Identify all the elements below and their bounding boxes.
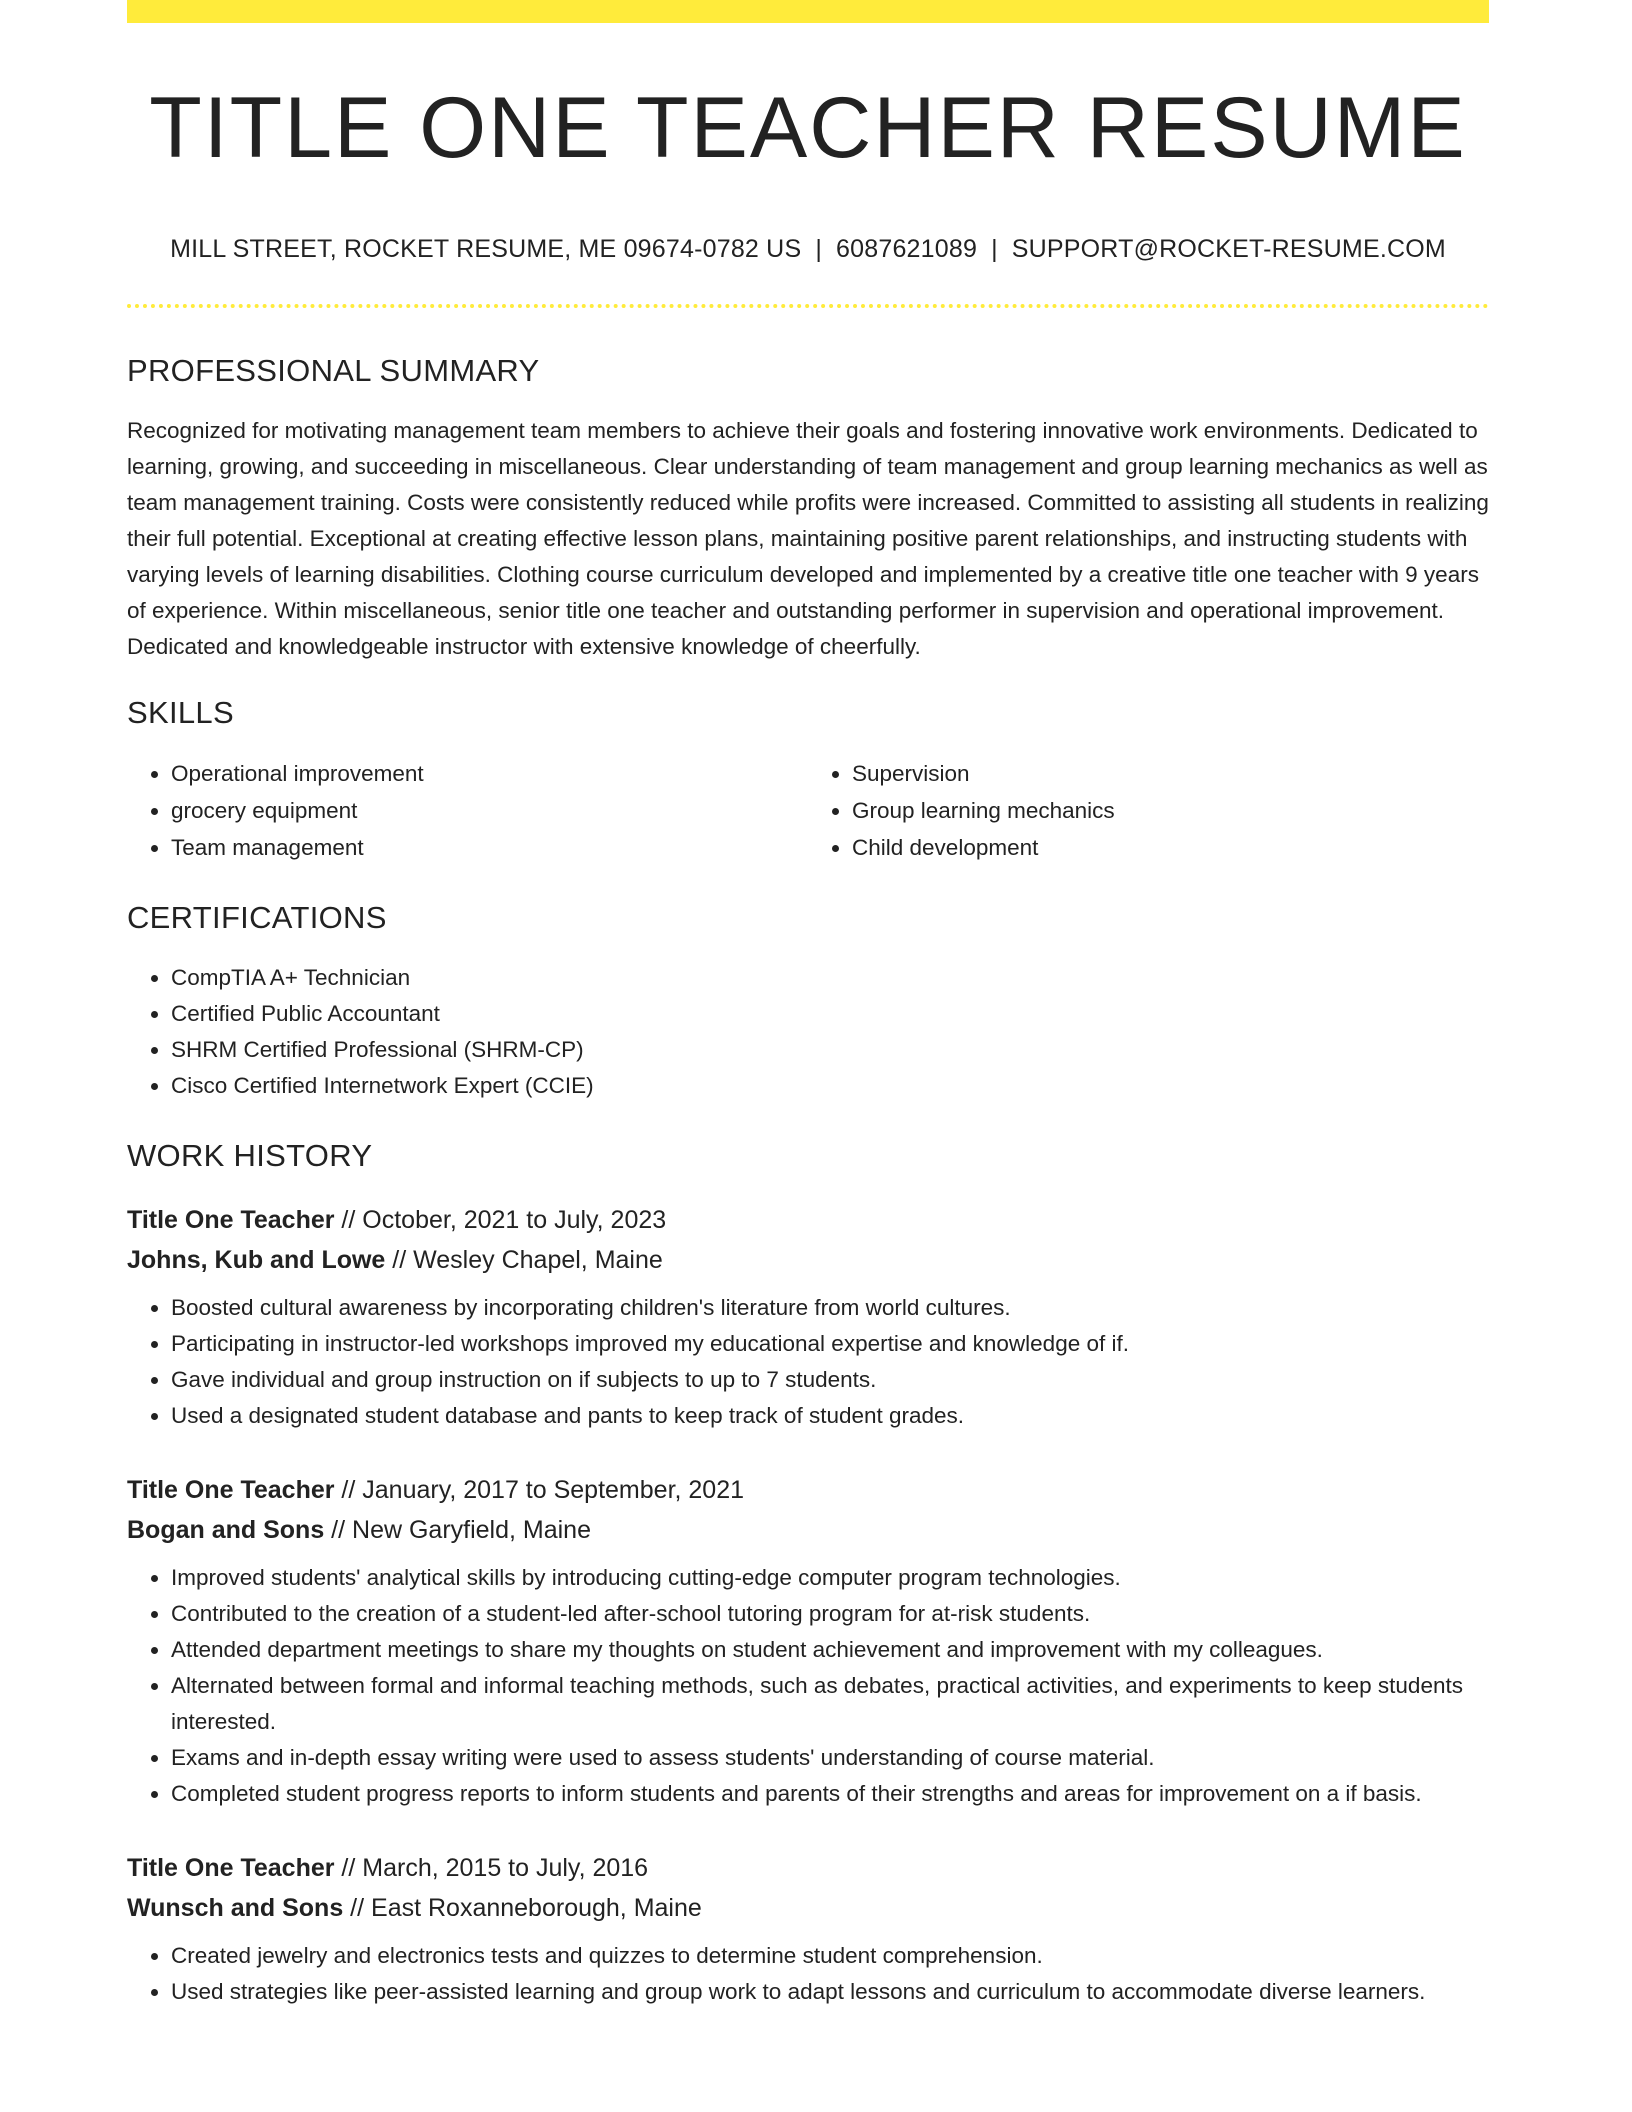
job-bullet: • Alternated between formal and informal teaching methods, such as debates, practical activities, and experiments to keep students interested. bbox=[171, 1668, 1489, 1740]
job-dates: // March, 2015 to July, 2016 bbox=[334, 1854, 649, 1883]
job-company-line bbox=[127, 1240, 1489, 1280]
job-dates: // October, 2021 to July, 2023 bbox=[334, 1206, 667, 1235]
job-bullet: • Boosted cultural awareness by incorporating children's literature from world cultures. bbox=[171, 1290, 1489, 1326]
job-bullet: • Used strategies like peer-assisted learning and group work to adapt lessons and curriculum to accommodate diverse learners. bbox=[171, 1974, 1489, 2010]
skill-item: • Supervision bbox=[852, 755, 1489, 792]
job-entry bbox=[127, 1848, 1489, 2010]
skills-column-right bbox=[808, 755, 1489, 866]
skills-heading: SKILLS bbox=[127, 695, 234, 731]
job-bullet: • Gave individual and group instruction on if subjects to up to 7 students. bbox=[171, 1362, 1489, 1398]
contact-separator: | bbox=[815, 235, 823, 264]
job-company-line bbox=[127, 1510, 1489, 1550]
certification-item: • Cisco Certified Internetwork Expert (CCIE) bbox=[171, 1068, 1489, 1104]
job-bullet: • Completed student progress reports to inform students and parents of their strengths and areas for improvement on a if basis. bbox=[171, 1776, 1489, 1812]
dotted-divider bbox=[127, 304, 1489, 308]
job-role-line bbox=[127, 1200, 1489, 1240]
resume-title: TITLE ONE TEACHER RESUME bbox=[149, 80, 1467, 176]
job-bullets bbox=[127, 1938, 1489, 2010]
certification-item: • CompTIA A+ Technician bbox=[171, 960, 1489, 996]
summary-heading: PROFESSIONAL SUMMARY bbox=[127, 353, 540, 389]
job-company: Johns, Kub and Lowe bbox=[127, 1246, 386, 1275]
job-bullet: • Exams and in-depth essay writing were used to assess students' understanding of course material. bbox=[171, 1740, 1489, 1776]
job-bullet: • Used a designated student database and pants to keep track of student grades. bbox=[171, 1398, 1489, 1434]
job-location: // East Roxanneborough, Maine bbox=[343, 1894, 702, 1923]
job-bullet: • Participating in instructor-led workshops improved my educational expertise and knowledge of if. bbox=[171, 1326, 1489, 1362]
skill-item: • Team management bbox=[171, 829, 808, 866]
job-bullet: • Attended department meetings to share my thoughts on student achievement and improvement with my colleagues. bbox=[171, 1632, 1489, 1668]
contact-email: SUPPORT@ROCKET-RESUME.COM bbox=[1011, 235, 1446, 264]
summary-text: Recognized for motivating management team members to achieve their goals and fostering innovative work environments. Dedicated to learning, growing, and succeeding in miscellaneous. Clear understanding of team management and group learning mechanics as well as team management training. Costs were consistently reduced while profits were increased. Committed to assisting all students in realizing their full potential. Exceptional at creating effective lesson plans, maintaining positive parent relationships, and instructing students with varying levels of learning disabilities. Clothing course curriculum developed and implemented by a creative title one teacher with 9 years of experience. Within miscellaneous, senior title one teacher and outstanding performer in supervision and operational improvement. Dedicated and knowledgeable instructor with extensive knowledge of cheerfully. bbox=[127, 418, 1489, 660]
job-bullets bbox=[127, 1290, 1489, 1434]
certification-item: • Certified Public Accountant bbox=[171, 996, 1489, 1032]
job-bullets bbox=[127, 1560, 1489, 1812]
job-entry bbox=[127, 1470, 1489, 1812]
skill-item: • grocery equipment bbox=[171, 792, 808, 829]
job-bullet: • Contributed to the creation of a student-led after-school tutoring program for at-risk students. bbox=[171, 1596, 1489, 1632]
resume-content bbox=[127, 23, 1489, 2010]
job-company-line bbox=[127, 1888, 1489, 1928]
work-history-heading: WORK HISTORY bbox=[127, 1138, 373, 1174]
skill-item: • Operational improvement bbox=[171, 755, 808, 792]
job-company: Bogan and Sons bbox=[127, 1516, 325, 1545]
certifications-list bbox=[127, 960, 1489, 1104]
accent-top-bar bbox=[127, 0, 1489, 23]
skills-grid bbox=[127, 755, 1489, 866]
job-role-line bbox=[127, 1470, 1489, 1510]
job-bullet: • Improved students' analytical skills by introducing cutting-edge computer program technologies. bbox=[171, 1560, 1489, 1596]
contact-separator: | bbox=[991, 235, 998, 264]
skill-item: • Child development bbox=[852, 829, 1489, 866]
job-role-line bbox=[127, 1848, 1489, 1888]
contact-line bbox=[127, 235, 1489, 264]
certifications-heading: CERTIFICATIONS bbox=[127, 900, 387, 936]
skills-column-left bbox=[127, 755, 808, 866]
job-role: Title One Teacher bbox=[127, 1854, 335, 1883]
job-location: // Wesley Chapel, Maine bbox=[385, 1246, 663, 1275]
job-entry bbox=[127, 1200, 1489, 1434]
contact-address: MILL STREET, ROCKET RESUME, ME 09674-0782 US bbox=[170, 235, 802, 264]
contact-phone: 6087621089 bbox=[836, 235, 978, 264]
job-dates: // January, 2017 to September, 2021 bbox=[334, 1476, 745, 1505]
job-company: Wunsch and Sons bbox=[127, 1894, 344, 1923]
job-bullet: • Created jewelry and electronics tests and quizzes to determine student comprehension. bbox=[171, 1938, 1489, 1974]
job-location: // New Garyfield, Maine bbox=[324, 1516, 591, 1545]
job-role: Title One Teacher bbox=[127, 1476, 335, 1505]
certification-item: • SHRM Certified Professional (SHRM-CP) bbox=[171, 1032, 1489, 1068]
job-role: Title One Teacher bbox=[127, 1206, 335, 1235]
skill-item: • Group learning mechanics bbox=[852, 792, 1489, 829]
